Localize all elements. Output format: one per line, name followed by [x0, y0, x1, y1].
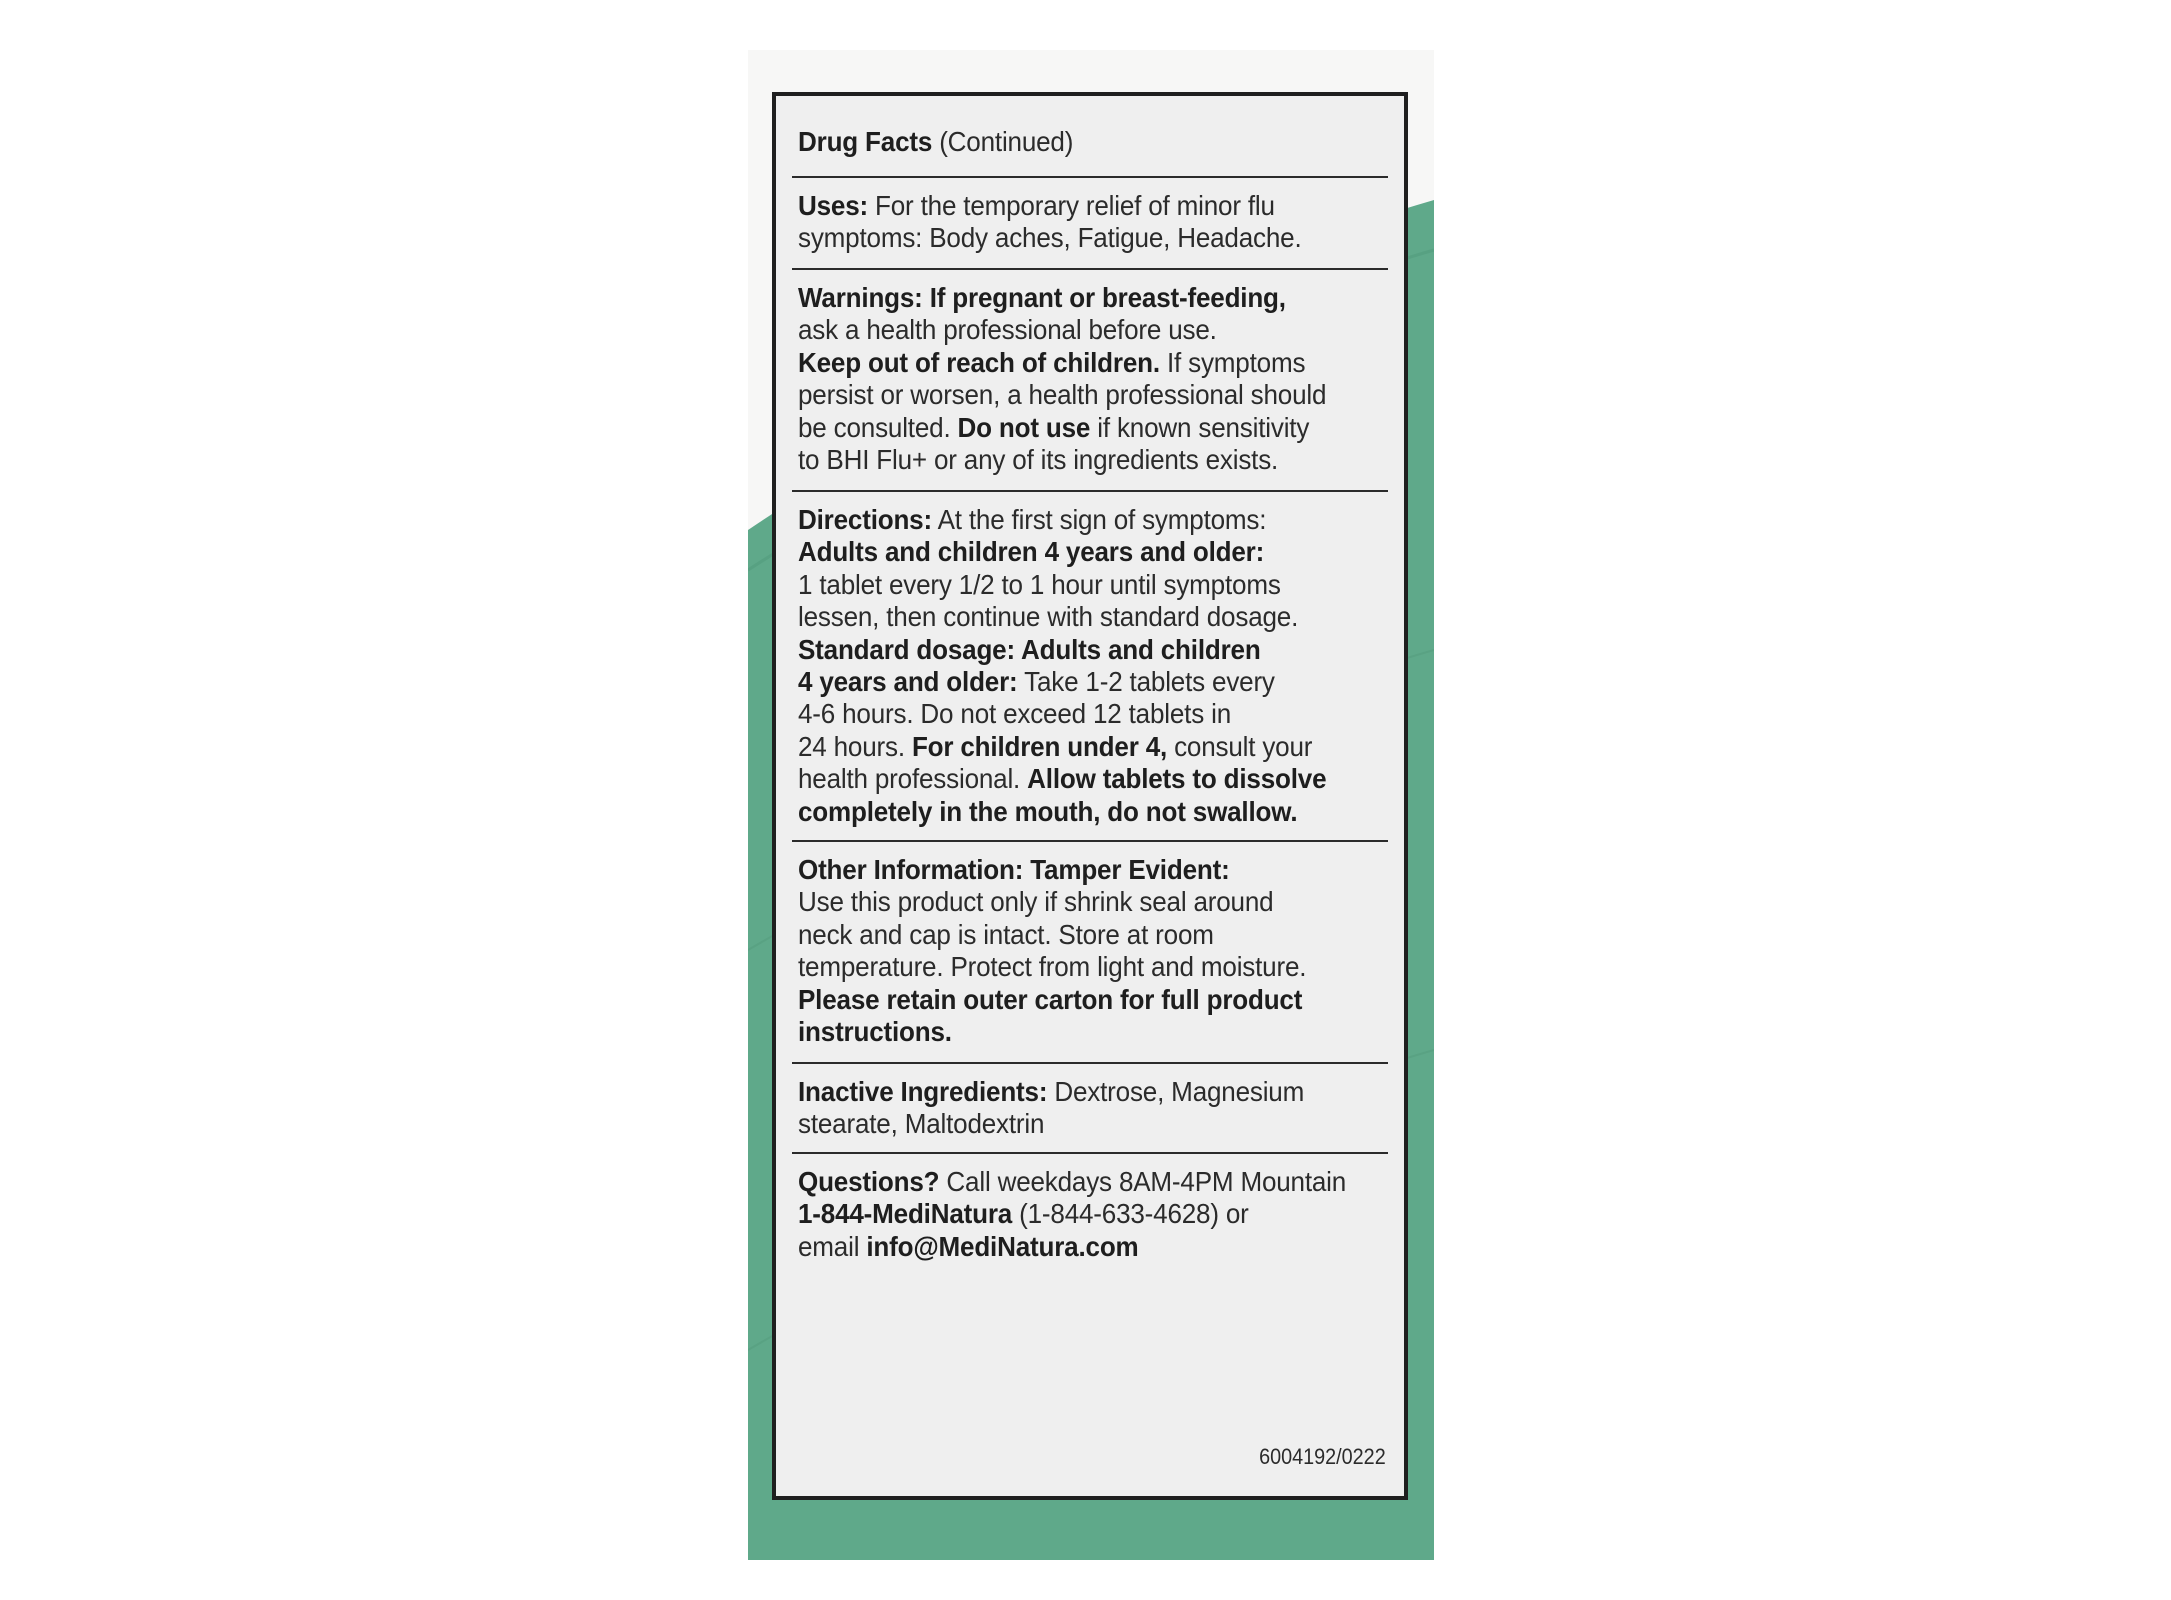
other-text: temperature. Protect from light and moisture.	[798, 951, 1307, 983]
drug-facts-panel	[772, 92, 1408, 1500]
directions-bold: Standard dosage: Adults and children	[798, 633, 1261, 665]
other-information-section	[798, 854, 1349, 1048]
directions-bold: completely in the mouth, do not swallow.	[798, 795, 1298, 827]
inactive-ingredients-section	[798, 1076, 1349, 1141]
other-text: Use this product only if shrink seal around	[798, 886, 1274, 918]
drug-facts-title	[798, 126, 1349, 158]
lot-code: 6004192/0222	[1259, 1444, 1386, 1469]
other-text: neck and cap is intact. Store at room	[798, 918, 1214, 950]
directions-bold: 4 years and older:	[798, 666, 1018, 698]
divider	[792, 1062, 1388, 1064]
directions-text: 4-6 hours. Do not exceed 12 tablets in	[798, 698, 1232, 730]
warnings-bold: Do not use	[957, 411, 1091, 443]
phone-number: 1-844-MediNatura	[798, 1198, 1013, 1230]
uses-text: For the temporary relief of minor flu	[867, 190, 1275, 221]
directions-text: 24 hours.	[798, 730, 912, 762]
warnings-text: to BHI Flu+ or any of its ingredients exists.	[798, 444, 1279, 476]
warnings-label: Warnings: If pregnant or breast-feeding,	[798, 282, 1286, 313]
directions-text: 1 tablet every 1/2 to 1 hour until symptoms	[798, 568, 1281, 600]
warnings-section	[798, 282, 1349, 476]
questions-section	[798, 1166, 1349, 1263]
other-label: Other Information: Tamper Evident:	[798, 854, 1230, 885]
directions-text: Take 1-2 tablets every	[1017, 666, 1275, 698]
warnings-text: ask a health professional before use.	[798, 314, 1217, 346]
uses-text: symptoms: Body aches, Fatigue, Headache.	[798, 222, 1302, 254]
uses-section	[798, 190, 1349, 255]
divider	[792, 268, 1388, 270]
warnings-text: be consulted.	[798, 411, 958, 443]
inactive-text: stearate, Maltodextrin	[798, 1108, 1045, 1140]
email-address: info@MediNatura.com	[866, 1230, 1139, 1262]
other-bold: instructions.	[798, 1016, 952, 1048]
questions-label: Questions?	[798, 1166, 940, 1197]
other-bold: Please retain outer carton for full product	[798, 983, 1303, 1015]
directions-text: health professional.	[798, 763, 1028, 795]
directions-bold: Adults and children 4 years and older:	[798, 536, 1265, 568]
warnings-text: persist or worsen, a health professional should	[798, 379, 1327, 411]
questions-text: email	[798, 1230, 867, 1262]
title-bold: Drug Facts	[798, 126, 933, 157]
divider	[792, 840, 1388, 842]
directions-section	[798, 504, 1349, 828]
questions-text: (1-844-633-4628) or	[1012, 1198, 1249, 1230]
directions-text: lessen, then continue with standard dosage.	[798, 601, 1299, 633]
divider	[792, 490, 1388, 492]
questions-text: Call weekdays 8AM-4PM Mountain	[939, 1166, 1347, 1197]
directions-bold: Allow tablets to dissolve	[1027, 763, 1327, 795]
uses-label: Uses:	[798, 190, 868, 221]
divider	[792, 1152, 1388, 1154]
directions-text: At the first sign of symptoms:	[931, 504, 1267, 535]
warnings-bold: Keep out of reach of children.	[798, 346, 1160, 378]
directions-bold: For children under 4,	[911, 730, 1168, 762]
directions-text: consult your	[1167, 730, 1313, 762]
warnings-text: if known sensitivity	[1090, 411, 1310, 443]
directions-label: Directions:	[798, 504, 932, 535]
divider	[792, 176, 1388, 178]
inactive-text: Dextrose, Magnesium	[1047, 1076, 1305, 1107]
title-rest: (Continued)	[932, 126, 1074, 157]
product-carton	[748, 50, 1434, 1560]
warnings-text: If symptoms	[1159, 346, 1306, 378]
inactive-label: Inactive Ingredients:	[798, 1076, 1048, 1107]
